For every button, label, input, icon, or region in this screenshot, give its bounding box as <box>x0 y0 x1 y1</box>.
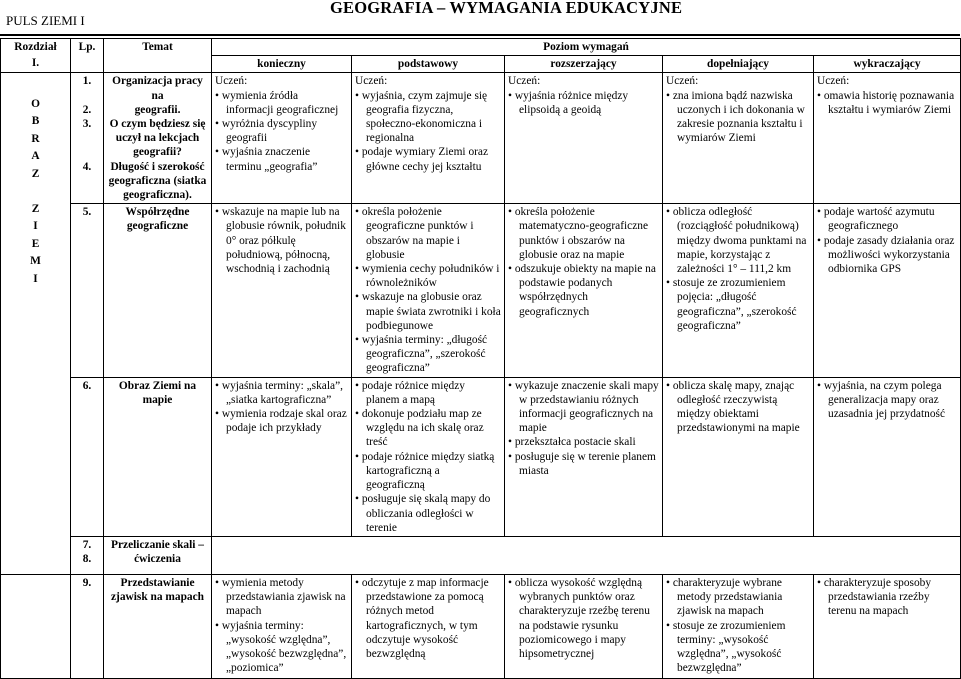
section-letter: Z <box>31 202 40 215</box>
col-header-poziom: Poziom wymagań <box>212 39 961 56</box>
lesson-topic: Przeliczanie skali – ćwiczenia <box>104 536 212 574</box>
requirement-cell: • wyjaśnia, na czym polega generalizacja mapy oraz uzasadnia jej przydatność <box>814 377 961 536</box>
requirement-cell: Uczeń: • zna imiona bądź nazwiska uczonych i ich dokonania w zakresie poznania kształtu i wymiarów Ziemi <box>663 73 814 204</box>
requirement-cell: • charakteryzuje wybrane metody przedstawiania zjawisk na mapach • stosuje ze zrozumieniem terminy: „wysokość względna”, „wysokość bezwzględna” <box>663 574 814 678</box>
requirement-cell: • oblicza skalę mapy, znając odległość rzeczywistą między obiektami przedstawionymi na mapie <box>663 377 814 536</box>
section-number: I. <box>31 57 40 70</box>
requirement-cell: • określa położenie geograficzne punktów i obszarów na mapie i globusie • wymienia cechy południków i równoleżników • wskazuje na globusie oraz mapie świata zwrotniki i koła podbiegunowe • wyjaśnia terminy: „długość geograficzna”, „szerokość geograficzna” <box>352 204 505 377</box>
requirements-table <box>0 38 961 679</box>
section-cell-empty <box>1 574 71 678</box>
section-letter: Z <box>31 167 40 180</box>
lesson-topic: Przedstawianie zjawisk na mapach <box>104 574 212 678</box>
requirement-cell: Uczeń: • wyjaśnia różnice między elipsoidą a geoidą <box>505 73 663 204</box>
section-letter: E <box>31 237 40 250</box>
table-row <box>1 574 961 678</box>
section-letter: M <box>30 255 41 268</box>
level-header: podstawowy <box>352 56 505 73</box>
requirement-cell-empty <box>212 536 961 574</box>
lesson-number: 5. <box>71 204 104 377</box>
requirement-cell: • wskazuje na mapie lub na globusie równik, południk 0° oraz półkulę południową, północną, wschodnią i zachodnią <box>212 204 352 377</box>
section-cell <box>1 57 71 575</box>
requirement-cell: Uczeń: • omawia historię poznawania kształtu i wymiarów Ziemi <box>814 73 961 204</box>
document-title: GEOGRAFIA – WYMAGANIA EDUKACYJNE <box>330 0 683 17</box>
section-title-vertical <box>4 97 67 290</box>
requirement-cell: • podaje wartość azymutu geograficznego • podaje zasady działania oraz możliwości wykorzystania odbiornika GPS <box>814 204 961 377</box>
lesson-number: 6. <box>71 377 104 536</box>
header-rule <box>0 34 960 36</box>
requirement-cell: • oblicza odległość (rozciągłość południkową) między dwoma punktami na mapie, korzystając z zależności 1° – 111,2 km • stosuje ze zrozumieniem pojęcia: „długość geograficzna”, „szerokość geograficzna” <box>663 204 814 377</box>
requirement-cell: Uczeń: • wyjaśnia, czym zajmuje się geografia fizyczna, społeczno-ekonomiczna i regionalna • podaje wymiary Ziemi oraz główne cechy jej kształtu <box>352 73 505 204</box>
section-letter: A <box>31 150 40 163</box>
requirement-cell: Uczeń: • wymienia źródła informacji geograficznej • wyróżnia dyscypliny geografii • wyjaśnia znaczenie terminu „geografia” <box>212 73 352 204</box>
col-header-lp: Lp. <box>71 39 104 73</box>
lesson-number: 1. 2. 3. 4. <box>71 73 104 204</box>
lesson-number: 9. <box>71 574 104 678</box>
section-letter: R <box>31 132 40 145</box>
section-letter: O <box>31 97 40 110</box>
level-header: konieczny <box>212 56 352 73</box>
requirement-cell: • wymienia metody przedstawiania zjawisk na mapach • wyjaśnia terminy: „wysokość względna”, „wysokość bezwzględna”, „poziomica” <box>212 574 352 678</box>
section-letter: I <box>33 220 38 233</box>
table-row <box>1 204 961 377</box>
level-header: dopełniający <box>663 56 814 73</box>
lesson-topic: Organizacja pracy na geografii. O czym będziesz się uczył na lekcjach geografii? Długość i szerokość geograficzna (siatka geograficzna). <box>104 73 212 204</box>
level-header: wykraczający <box>814 56 961 73</box>
lesson-topic: Obraz Ziemi na mapie <box>104 377 212 536</box>
table-row <box>1 377 961 536</box>
table-row <box>1 536 961 574</box>
lesson-topic: Współrzędne geograficzne <box>104 204 212 377</box>
requirement-cell: • oblicza wysokość względną wybranych punktów oraz charakteryzuje rzeźbę terenu na podstawie rysunku poziomicowego i mapy hipsometrycznej <box>505 574 663 678</box>
requirement-cell: • odczytuje z map informacje przedstawione za pomocą różnych metod kartograficznych, w tym odczytuje wysokość bezwzględną <box>352 574 505 678</box>
level-header: rozszerzający <box>505 56 663 73</box>
section-letter: I <box>33 272 38 285</box>
col-header-temat: Temat <box>104 39 212 73</box>
header-row-main <box>1 39 961 56</box>
col-header-rozdzial: Rozdział <box>1 39 71 73</box>
requirement-cell: • określa położenie matematyczno-geograficzne punktów i obszarów na globusie oraz na mapie • odszukuje obiekty na mapie na podstawie podanych współrzędnych geograficznych <box>505 204 663 377</box>
requirement-cell: • podaje różnice między planem a mapą • dokonuje podziału map ze względu na ich skalę oraz treść • podaje różnice między siatką kartograficzną a geograficzną • posługuje się skalą mapy do obliczania odległości w terenie <box>352 377 505 536</box>
series-label: PULS ZIEMI I <box>6 13 85 28</box>
requirement-cell: • wykazuje znaczenie skali mapy w przedstawianiu różnych informacji geograficznych na mapie • przekształca postacie skali • posługuje się w terenie planem miasta <box>505 377 663 536</box>
lesson-number: 7. 8. <box>71 536 104 574</box>
requirement-cell: • charakteryzuje sposoby przedstawiania rzeźby terenu na mapach <box>814 574 961 678</box>
section-letter: B <box>31 115 40 128</box>
table-row <box>1 73 961 204</box>
section-letter <box>4 184 67 202</box>
requirement-cell: • wyjaśnia terminy: „skala”, „siatka kartograficzna” • wymienia rodzaje skal oraz podaje ich przykłady <box>212 377 352 536</box>
